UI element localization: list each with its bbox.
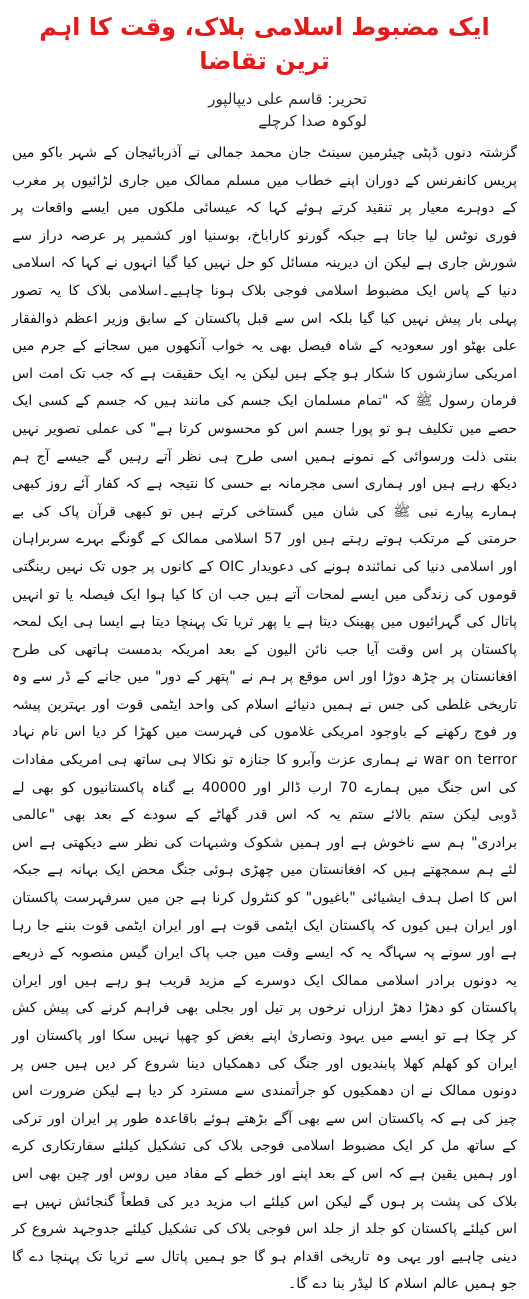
article-location: لوکوہ صدا کرچلے: [258, 112, 367, 130]
article-body: [12, 140, 517, 1299]
article-author: تحریر: قاسم علی دیپالپور: [208, 90, 367, 108]
article-paragraph: گزشتہ دنوں ڈپٹی چیئرمین سینٹ جان محمد جمالی نے آذربائیجان کے شہر باکو میں پریس کانفرنس کے دوران اپنے خطاب میں مسلم ممالک میں جاری لڑائیوں پر مغرب کے دوہرے معیار پر تنقید کرتے ہوئے کہا کہ عیسائی ملکوں میں ایسے واقعات پر فوری نوٹس لیا جاتا ہے جبکہ گورنو کاراباخ، بوسنیا اور کشمیر پر عرصہ دراز سے شورش جاری ہے لیکن ان دیرینہ مسائل کو حل نہیں کیا گیا انہوں نے کہا کہ اسلامی دنیا کے پاس ایک مضبوط اسلامی فوجی بلاک ہونا چاہیے۔اسلامی بلاک کا یہ تصور پہلی بار پیش نہیں کیا گیا بلکہ اس سے قبل پاکستان کے سابق وزیر اعظم ذوالفقار علی بھٹو اور سعودیہ کے شاہ فیصل بھی یہ خواب آنکھوں میں سجانے کے جرم میں امریکی سازشوں کا شکار ہو چکے ہیں لیکن یہ ایک حقیقت ہے کہ جب تک امت اس فرمان رسول ﷺ کہ "تمام مسلمان ایک جسم کی مانند ہیں کہ جسم کے کسی ایک حصے میں تکلیف ہو تو پورا جسم اس کو محسوس کرتا ہے" کی عملی تصویر نہیں بنتی ذلت ورسوائی کے نمونے ہمیں اسی طرح ہی نظر آتے رہیں گے جیسے آج ہم دیکھ رہے ہیں اور ہماری اسی مجرمانہ بے حسی کا نتیجہ ہے کہ کفار آئے روز کبھی ہمارے پیارے نبی ﷺ کی شان میں گستاخی کرتے ہیں تو کبھی قرآن پاک کی بے حرمتی کے مرتکب ہوتے رہتے ہیں اور 57 اسلامی ممالک کے گونگے بہرے سربراہان اور اسلامی دنیا کی نمائندہ ہونے کی دعویدار OIC کے کانوں پر جوں تک نہیں رینگتی قوموں کی زندگی میں ایسے لمحات آتے ہیں جب ان کا کیا ہوا ایک فیصلہ یا تو انہیں پاتال کی گہرائیوں میں پھینک دیتا ہے یا پھر ثریا تک پہنچا دیتا ہے ایسا ہی ایک لمحہ پاکستان پر اس وقت آیا جب نائن الیون کے بعد امریکہ بدمست ہاتھی کی طرح افغانستان پر چڑھ دوڑا اور اس موقع پر ہم نے "پتھر کے دور" میں جانے کے ڈر سے وہ تاریخی غلطی کی جس نے ہمیں دنیائے اسلام کی واحد ایٹمی قوت اور بہترین پیشہ ور فوج رکھنے کے باوجود امریکی غلاموں کی فہرست میں کھڑا کر دیا اس نام نہاد war on terror نے ہماری عزت وآبرو کا جنازہ تو نکالا ہی ساتھ ہی امریکی مفادات کی اس جنگ میں ہمارے 70 ارب ڈالر اور 40000 بے گناہ پاکستانیوں کو بھی لے ڈوبی لیکن ستم بالائے ستم یہ کہ اس قدر گھاٹے کے سودے کے بعد بھی "عالمی برادری" ہم سے ناخوش ہے اور ہمیں شکوک وشبہات کی نظر سے دیکھتی ہے اس لئے ہم سمجھتے ہیں کہ افغانستان میں چھڑی ہوئی جنگ محض ایک بہانہ ہے جبکہ اس کا اصل ہدف ایشیائی "باغیوں" کو کنٹرول کرنا ہے جن میں سرفہرست پاکستان اور ایران ہیں کیوں کہ پاکستان ایک ایٹمی قوت ہے اور ایران ایٹمی قوت بننے جا رہا ہے اور سونے پہ سہاگہ یہ کہ ایسے وقت میں جب پاک ایران گیس منصوبہ کے ذریعے یہ دونوں برادر اسلامی ممالک ایک دوسرے کے مزید قریب ہو رہے ہیں اور ایران پاکستان کو دھڑا دھڑ ارزاں نرخوں پر تیل اور بجلی بھی فراہم کرنے کی پیش کش کر چکا ہے تو ایسے میں یہود ونصاریٰ اپنے بغض کو چھپا نہیں سکا اور پاکستان اور ایران کو کھلم کھلا پابندیوں اور جنگ کی دھمکیاں دینا شروع کر دیں ہیں جس پر دونوں ممالک نے ان دھمکیوں کو جرأتمندی سے مسترد کر دیا ہے لیکن ضرورت اس چیز کی ہے کہ پاکستان اس سے بھی آگے بڑھتے ہوئے باقاعدہ طور پر ایران اور ترکی کے ساتھ مل کر ایک مضبوط اسلامی فوجی بلاک کی تشکیل کیلئے سفارتکاری کرے اور ہمیں یقین ہے کہ اس کے بعد اپنے اور خطے کے مفاد میں روس اور چین بھی اس بلاک کی پشت پر ہوں گے لیکن اس کیلئے اب مزید دیر کی قطعاً گنجائش نہیں ہے اس کیلئے پاکستان کو جلد از جلد اس فوجی بلاک کی تشکیل کیلئے جدوجہد شروع کر دینی چاہیے اور یہی وہ تاریخی اقدام ہو گا جو ہمیں پاتال سے ثریا تک پہنچا دے گا جو ہمیں عالم اسلام کا لیڈر بنا دے گا۔: [12, 145, 518, 1293]
article-title: ایک مضبوط اسلامی بلاک، وقت کا اہم ترین تقاضا: [39, 13, 490, 75]
